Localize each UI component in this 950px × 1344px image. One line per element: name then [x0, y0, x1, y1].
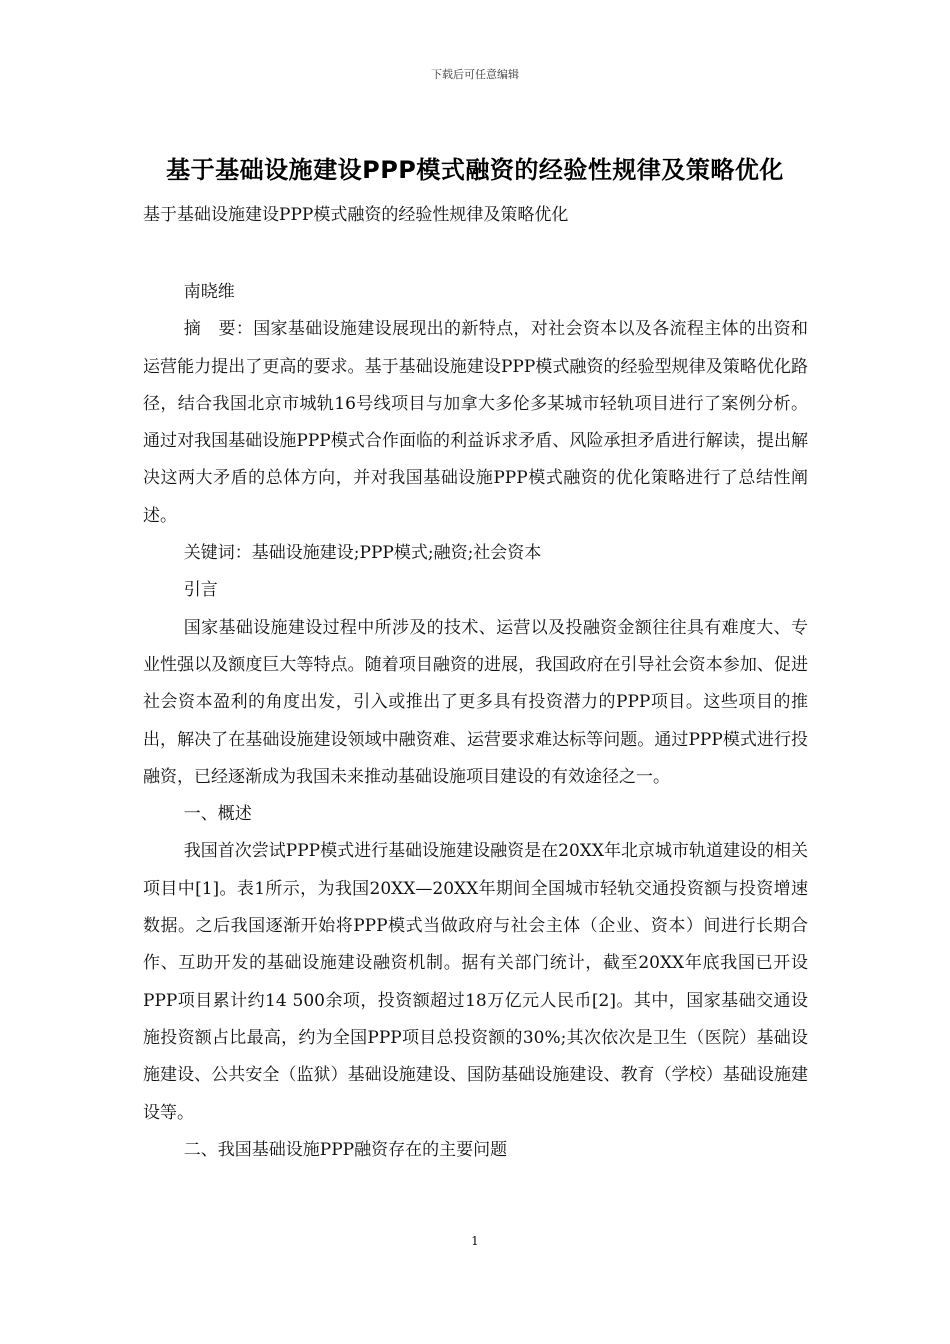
section1-paragraph: 我国首次尝试PPP模式进行基础设施建设融资是在20XX年北京城市轨道建设的相关项目中[1]。表1所示，为我国20XX—20XX年期间全国城市轻轨交通投资额与投资增速数据。之后我国逐渐开始将PPP模式当做政府与社会主体（企业、资本）间进行长期合作、互助开发的基础设施建设融资机制。据有关部门统计，截至20XX年底我国已开设PPP项目累计约14 500余项，投资额超过18万亿元人民币[2]。其中，国家基础交通设施投资额占比最高，约为全国PPP项目总投资额的30%;其次依次是卫生（医院）基础设施建设、公共安全（监狱）基础设施建设、国防基础设施建设、教育（学校）基础设施建设等。: [143, 841, 808, 1123]
header-note: 下载后可任意编辑: [431, 68, 519, 81]
intro-paragraph: 国家基础设施建设过程中所涉及的技术、运营以及投融资金额往往具有难度大、专业性强以及额度巨大等特点。随着项目融资的进展，我国政府在引导社会资本参加、促进社会资本盈利的角度出发，引入或推出了更多具有投资潜力的PPP项目。这些项目的推出，解决了在基础设施建设领域中融资难、运营要求难达标等问题。通过PPP模式进行投融资，已经逐渐成为我国未来推动基础设施项目建设的有效途径之一。: [143, 617, 808, 787]
section2-heading: 二、我国基础设施PPP融资存在的主要问题: [183, 1139, 508, 1160]
author-name: 南晓维: [183, 282, 235, 302]
document-subtitle: 基于基础设施建设PPP模式融资的经验性规律及策略优化: [143, 205, 569, 225]
document-title: 基于基础设施建设PPP模式融资的经验性规律及策略优化: [166, 156, 784, 184]
page-number: 1: [471, 1234, 479, 1248]
abstract-paragraph: 摘 要：国家基础设施建设展现出的新特点，对社会资本以及各流程主体的出资和运营能力提出了更高的要求。基于基础设施建设PPP模式融资的经验型规律及策略优化路径，结合我国北京市城轨16号线项目与加拿大多伦多某城市轻轨项目进行了案例分析。通过对我国基础设施PPP模式合作面临的利益诉求矛盾、风险承担矛盾进行解读，提出解决这两大矛盾的总体方向，并对我国基础设施PPP模式融资的优化策略进行了总结性阐述。: [143, 319, 808, 526]
keywords-line: 关键词：基础设施建设;PPP模式;融资;社会资本: [183, 543, 542, 564]
intro-heading: 引言: [183, 580, 218, 601]
document-body: [143, 274, 808, 1169]
section1-heading: 一、概述: [183, 804, 252, 825]
